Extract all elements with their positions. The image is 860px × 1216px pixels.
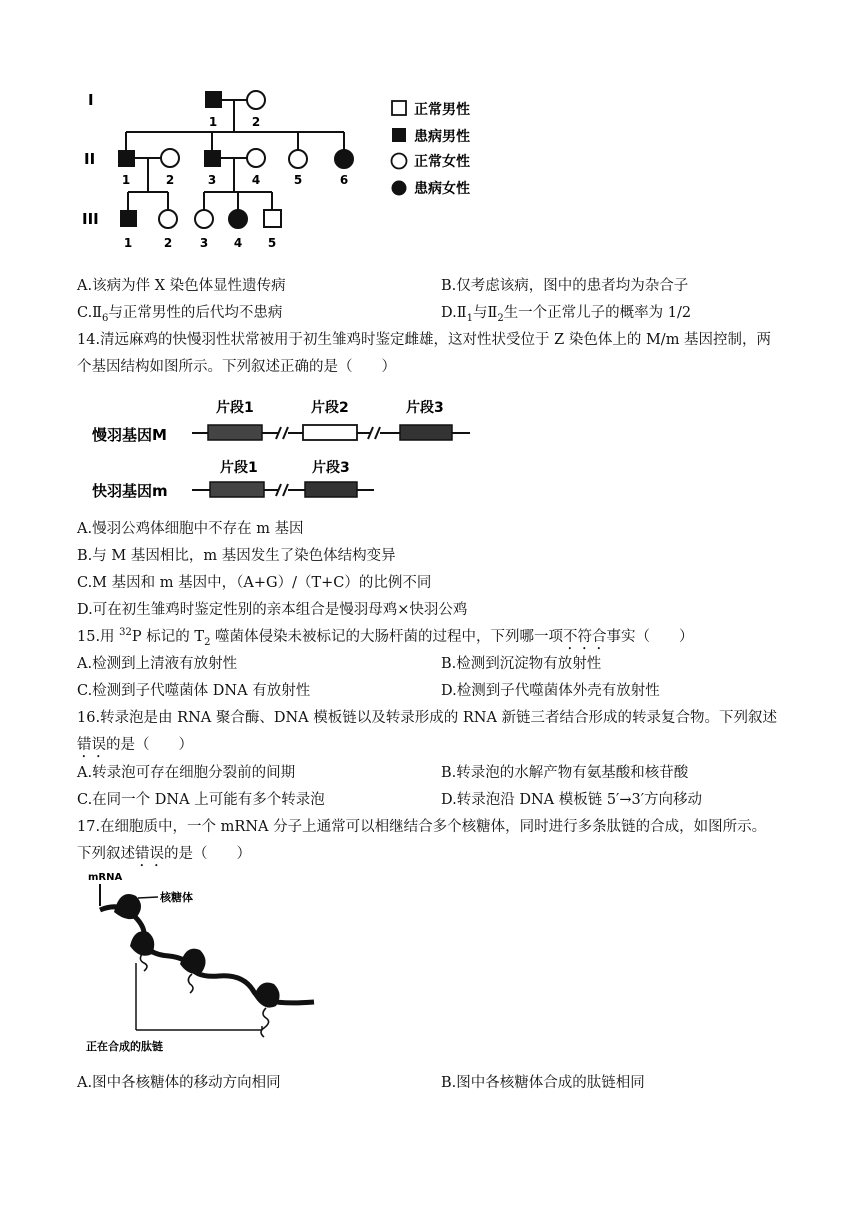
segment-label: 片段1 bbox=[220, 460, 258, 476]
slow-gene-label: 慢羽基因M bbox=[92, 426, 167, 444]
individual-number: 3 bbox=[207, 173, 217, 187]
pedigree-legend bbox=[392, 101, 471, 197]
q13-option-d-pre: D.Ⅱ bbox=[441, 305, 467, 321]
q13-option-d-mid: 与Ⅱ bbox=[472, 305, 498, 321]
pedigree-normal-male bbox=[264, 210, 281, 227]
q16-stem-line1: 16.转录泡是由 RNA 聚合酶、DNA 模板链以及转录形成的 RNA 新链三者结合形成的转录复合物。下列叙述 bbox=[77, 710, 778, 726]
fast-gene-label: 快羽基因m bbox=[92, 482, 168, 500]
pedigree-normal-female bbox=[247, 91, 265, 109]
individual-number: 2 bbox=[163, 236, 173, 250]
individual-number: 1 bbox=[121, 173, 131, 187]
q15-stem-pre: 15.用 bbox=[77, 629, 120, 645]
pedigree-normal-female bbox=[247, 149, 265, 167]
legend-label: 正常女性 bbox=[414, 154, 470, 170]
pedigree-affected-female bbox=[335, 150, 353, 168]
segment-label: 片段3 bbox=[406, 400, 444, 416]
peptide-chain bbox=[140, 954, 147, 971]
fast-m-segment-1 bbox=[210, 482, 264, 497]
individual-number: 2 bbox=[165, 173, 175, 187]
q14-stem-line1: 14.清远麻鸡的快慢羽性状常被用于初生雏鸡时鉴定雌雄，这对性状受位于 Z 染色体上的 M/m 基因控制，两 bbox=[77, 332, 772, 348]
q15-stem-sup: 32 bbox=[119, 627, 132, 639]
q15-stem bbox=[77, 625, 694, 653]
q13-option-d-sub2: 2 bbox=[497, 312, 504, 324]
q17-stem-pre: 下列叙述 bbox=[77, 846, 135, 862]
q16-stem-emphasis: 错误 bbox=[77, 737, 106, 753]
ribosome bbox=[114, 894, 141, 919]
fast-m-segment-3 bbox=[305, 482, 357, 497]
q15-option-a: A.检测到上清液有放射性 bbox=[77, 656, 238, 672]
pedigree-affected-female bbox=[229, 210, 247, 228]
m-segment-1 bbox=[208, 425, 262, 440]
q13-option-c bbox=[77, 301, 282, 324]
pedigree-normal-female bbox=[161, 149, 179, 167]
q14-option-c: C.M 基因和 m 基因中，（A+G）/（T+C）的比例不同 bbox=[77, 575, 432, 591]
q17-stem-emphasis: 错误 bbox=[135, 846, 164, 862]
q14-option-d: D.可在初生雏鸡时鉴定性别的亲本组合是慢羽母鸡×快羽公鸡 bbox=[77, 602, 468, 618]
peptide-chain bbox=[188, 974, 193, 993]
gen-label: I bbox=[88, 91, 94, 109]
individual-number: 4 bbox=[233, 236, 243, 250]
pedigree-affected-male bbox=[205, 91, 222, 108]
individual-number: 1 bbox=[123, 236, 133, 250]
ribosome-label: 核糖体 bbox=[160, 891, 193, 904]
ribosome bbox=[130, 931, 154, 956]
m-segment-3 bbox=[400, 425, 452, 440]
pedigree-normal-female bbox=[195, 210, 213, 228]
peptide-chain bbox=[261, 1008, 269, 1037]
pedigree-affected-male bbox=[118, 150, 135, 167]
q16-stem-post: 的是（ ） bbox=[106, 737, 193, 753]
q15-option-b: B.检测到沉淀物有放射性 bbox=[441, 656, 602, 672]
q15-option-d: D.检测到子代噬菌体外壳有放射性 bbox=[441, 683, 660, 699]
q17-stem-line1: 17.在细胞质中，一个 mRNA 分子上通常可以相继结合多个核糖体，同时进行多条肽链的合成，如图所示。 bbox=[77, 819, 767, 835]
individual-number: 3 bbox=[199, 236, 209, 250]
ribosome bbox=[254, 983, 280, 1008]
pedigree-normal-female bbox=[159, 210, 177, 228]
gen-label: III bbox=[82, 210, 99, 228]
individual-number: 5 bbox=[293, 173, 303, 187]
q16-option-d: D.转录泡沿 DNA 模板链 5′→3′方向移动 bbox=[441, 792, 703, 808]
legend-label: 患病女性 bbox=[414, 181, 470, 197]
q13-option-c-pre: C.Ⅱ bbox=[77, 305, 103, 321]
pedigree-figure bbox=[78, 84, 488, 260]
gen-label: II bbox=[84, 150, 96, 168]
q17-option-a: A.图中各核糖体的移动方向相同 bbox=[77, 1075, 281, 1091]
q16-option-a: A.转录泡可存在细胞分裂前的间期 bbox=[77, 765, 296, 781]
legend-label: 患病男性 bbox=[414, 129, 470, 145]
q15-option-c: C.检测到子代噬菌体 DNA 有放射性 bbox=[77, 683, 311, 699]
q14-option-b: B.与 M 基因相比，m 基因发生了染色体结构变异 bbox=[77, 548, 396, 564]
segment-label: 片段3 bbox=[312, 460, 350, 476]
q16-stem-line2 bbox=[77, 733, 193, 761]
individual-number: 2 bbox=[251, 115, 261, 129]
pedigree-affected-male bbox=[204, 150, 221, 167]
q13-option-d-sub1: 1 bbox=[466, 312, 473, 324]
q15-stem-mid2: 噬菌体侵染未被标记的大肠杆菌的过程中，下列哪一项 bbox=[210, 629, 564, 645]
q13-option-d bbox=[441, 301, 691, 324]
q15-stem-sub: 2 bbox=[204, 636, 211, 648]
q13-option-a: A.该病为伴 X 染色体显性遗传病 bbox=[77, 278, 286, 294]
mrna-strand bbox=[100, 907, 314, 1003]
individual-number: 4 bbox=[251, 173, 261, 187]
segment-label: 片段2 bbox=[311, 400, 349, 416]
q13-option-d-post: 生一个正常儿子的概率为 1/2 bbox=[503, 305, 692, 321]
q13-option-c-sub: 6 bbox=[102, 312, 109, 324]
legend-label: 正常男性 bbox=[414, 102, 470, 118]
q14-option-a: A.慢羽公鸡体细胞中不存在 m 基因 bbox=[77, 521, 304, 537]
pedigree-normal-female bbox=[289, 150, 307, 168]
mrna-label: mRNA bbox=[88, 872, 123, 883]
m-segment-2 bbox=[303, 425, 357, 440]
q17-stem-post: 的是（ ） bbox=[164, 846, 251, 862]
q14-stem-line2: 个基因结构如图所示。下列叙述正确的是（ ） bbox=[77, 359, 396, 375]
gene-structure-figure bbox=[90, 384, 480, 506]
q13-option-b: B.仅考虑该病，图中的患者均为杂合子 bbox=[441, 278, 689, 294]
peptide-label: 正在合成的肽链 bbox=[86, 1040, 163, 1053]
q16-option-b: B.转录泡的水解产物有氨基酸和核苷酸 bbox=[441, 765, 689, 781]
q17-option-b: B.图中各核糖体合成的肽链相同 bbox=[441, 1075, 645, 1091]
individual-number: 1 bbox=[208, 115, 218, 129]
polysome-figure bbox=[74, 866, 324, 1056]
individual-number: 5 bbox=[267, 236, 277, 250]
q15-stem-emphasis: 不符合 bbox=[563, 629, 607, 645]
segment-label: 片段1 bbox=[216, 400, 254, 416]
q15-stem-mid: P 标记的 T bbox=[131, 629, 205, 645]
ribosome bbox=[180, 949, 206, 974]
pedigree-affected-male bbox=[120, 210, 137, 227]
q16-option-c: C.在同一个 DNA 上可能有多个转录泡 bbox=[77, 792, 325, 808]
q15-stem-post: 事实（ ） bbox=[606, 629, 694, 645]
individual-number: 6 bbox=[339, 173, 349, 187]
q13-option-c-post: 与正常男性的后代均不患病 bbox=[108, 305, 283, 321]
